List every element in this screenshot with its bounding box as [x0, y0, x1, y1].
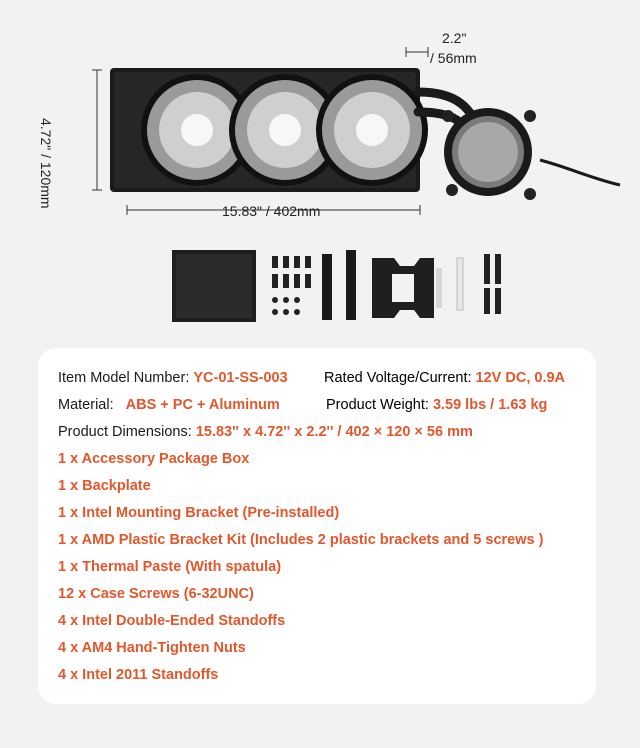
accessory-item: 12 x Case Screws (6-32UNC) [58, 586, 254, 602]
accessory-item: 1 x Thermal Paste (With spatula) [58, 559, 282, 575]
weight-value: 3.59 lbs / 1.63 kg [432, 397, 548, 413]
accessory-item: 4 x Intel 2011 Standoffs [58, 667, 219, 683]
thermal-paste [436, 258, 463, 310]
voltage-label: Rated Voltage/Current: [324, 370, 472, 386]
accessory-item: 1 x Accessory Package Box [58, 451, 250, 467]
weight-row [326, 397, 547, 413]
weight-label: Product Weight: [326, 397, 429, 413]
dimensions-value: 15.83'' x 4.72'' x 2.2'' / 402 × 120 × 56 mm [195, 424, 473, 440]
accessory-item: 4 x Intel Double-Ended Standoffs [58, 613, 286, 629]
accessory-item: 1 x Backplate [58, 478, 151, 494]
specification-card [38, 348, 596, 704]
material-label: Material: [58, 397, 114, 413]
dimensions-label: Product Dimensions: [58, 424, 192, 440]
accessory-item: 1 x AMD Plastic Bracket Kit (Includes 2 plastic brackets and 5 screws ) [58, 532, 544, 548]
fan-3 [316, 74, 428, 186]
intel-backplate [372, 258, 434, 318]
voltage-value: 12V DC, 0.9A [475, 370, 566, 386]
model-row [58, 370, 288, 386]
amd-brackets [322, 250, 356, 320]
voltage-row [324, 370, 565, 386]
depth-dimension-inches: 2.2" [442, 30, 467, 46]
height-dimension: 4.72" / 120mm [38, 118, 54, 209]
accessory-box [172, 250, 256, 322]
accessory-item: 1 x Intel Mounting Bracket (Pre-installed) [58, 505, 340, 521]
model-value: YC-01-SS-003 [193, 370, 288, 386]
accessory-item: 4 x AM4 Hand-Tighten Nuts [58, 640, 246, 656]
standoffs [484, 254, 501, 314]
product-illustration [0, 0, 640, 340]
pump-block [442, 108, 620, 200]
model-label: Item Model Number: [58, 370, 190, 386]
screws [272, 256, 311, 315]
depth-dimension-mm: / 56mm [430, 50, 477, 66]
material-row [58, 397, 280, 413]
width-dimension: 15.83" / 402mm [222, 203, 321, 219]
material-value: ABS + PC + Aluminum [125, 397, 280, 413]
dimensions-row [58, 424, 473, 440]
